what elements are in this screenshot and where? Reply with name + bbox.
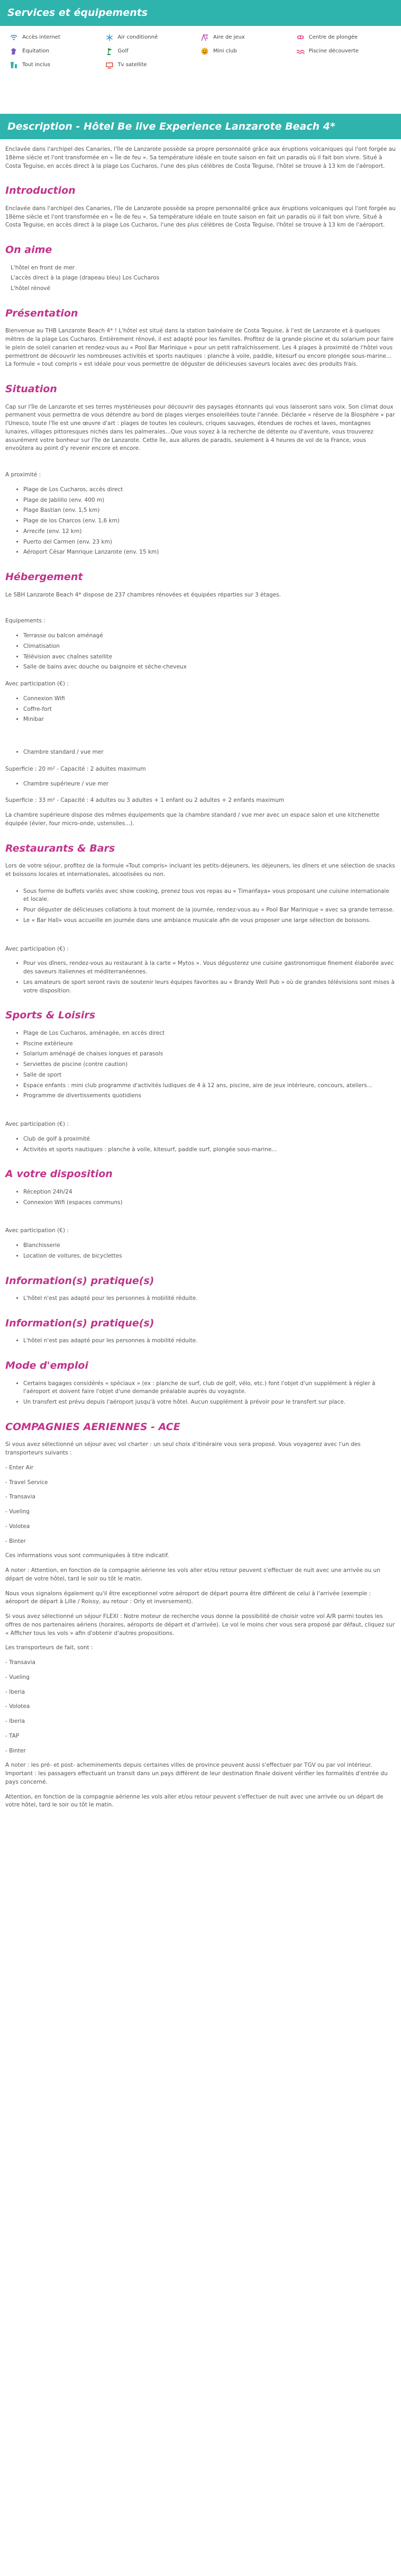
restaurants-pay-label: Avec participation (€) :: [5, 945, 69, 952]
restaurants-list: [11, 888, 396, 925]
horse-icon: [10, 47, 18, 56]
sports-list: [11, 1029, 396, 1100]
list-item: • Activités et sports nautiques : planche à voile, kitesurf, paddle surf, plongée sous-marine...: [23, 1146, 396, 1154]
description-heading: Description - Hôtel Be live Experience Lanzarote Beach 4*: [0, 114, 401, 140]
carrier-item: - Enter Air: [5, 1464, 34, 1471]
hebergement-pay-label: Avec participation (€) :: [5, 681, 69, 687]
list-item: • Puerto del Carmen (env. 23 km): [23, 538, 396, 547]
list-item: • Télévision avec chaînes satellite: [23, 653, 396, 662]
snowflake-icon: [105, 33, 114, 42]
carrier-item: - TAP: [5, 1732, 20, 1739]
sports-pay-label: Avec participation (€) :: [5, 1121, 69, 1127]
companies-tgv-note: A noter : les pré- et post- acheminements depuis certaines villes de province peuvent aussi s'effectuer par TGV ou par vol intérieur. Important : les passagers effectuant un transit dans un pays différent de leur destination finale doivent vérifier les formalités d'entrée du pays concerné.: [5, 1762, 388, 1785]
sports-heading: Sports & Loisirs: [5, 1009, 96, 1022]
room-superior-size: Superficie : 33 m² - Capacité : 4 adultes ou 3 adultes + 1 enfant ou 2 adultes + 2 enfants maximum: [5, 797, 285, 804]
list-item: • Blanchisserie: [23, 1242, 396, 1250]
service-label: Tout inclus: [22, 62, 50, 68]
info2-heading: Information(s) pratique(s): [5, 1317, 154, 1329]
companies-list-2: [5, 1659, 396, 1755]
list-item: • L'hôtel n'est pas adapté pour les personnes à mobilité réduite.: [23, 1295, 396, 1303]
list-item: • Pour vos dîners, rendez-vous au restaurant à la carte « Mytos ». Vous dégusterez une cuisine gastronomique finement élaborée avec des saveurs italiennes et méditerranéennes.: [23, 960, 396, 977]
carrier-item: - Vueling: [5, 1508, 30, 1515]
wifi-icon: [10, 33, 18, 42]
restaurants-heading: Restaurants & Bars: [5, 842, 115, 854]
list-item: • Serviettes de piscine (contre caution): [23, 1061, 396, 1069]
list-item: • Espace enfants : mini club programme d'activités ludiques de 4 à 12 ans, piscine, aire de jeux intérieure, concours, ateliers...: [23, 1082, 396, 1090]
list-item: • Terrasse ou balcon aménagé: [23, 632, 396, 640]
companies-intro: Si vous avez sélectionné un séjour avec vol charter : un seul choix d'itinéraire vous sera proposé. Vous voyagerez avec l'un des transporteurs suivants :: [5, 1441, 361, 1456]
carrier-item: - Volotea: [5, 1523, 30, 1530]
pool-icon: [296, 47, 305, 56]
carrier-item: - Travel Service: [5, 1479, 48, 1486]
proximity-label: A proximité :: [5, 472, 41, 478]
companies-flexi-note: Si vous avez sélectionné un séjour FLEXI : Notre moteur de recherche vous donne la possibilité de choisir votre vol A/R parmi toutes les offres de nos partenaires aériens (horaires, aéroports de départ et d'arrivée). Le vol le moins cher vous sera proposé par défaut, cliquez sur « Afficher tous les vols » afin d'obtenir d'autres propositions.: [5, 1613, 395, 1637]
service-item: [200, 33, 296, 42]
service-label: Air conditionné: [117, 34, 158, 40]
carrier-item: - Volotea: [5, 1703, 30, 1710]
playground-icon: [200, 33, 209, 42]
info1-list: [11, 1295, 396, 1303]
service-item: [296, 47, 392, 56]
equipements-label: Equipements :: [5, 618, 45, 625]
room-standard: [11, 748, 396, 757]
mode-heading: Mode d'emploi: [5, 1360, 88, 1371]
carrier-item: - Transavia: [5, 1659, 35, 1666]
hebergement-pay-list: [11, 695, 396, 724]
description-text: Enclavée dans l'archipel des Canaries, l'île de Lanzarote possède sa propre personnalité grâce aux éruptions volcaniques qui l'ont forgée au 18ème siècle et l'ont transformée en « Île de feu ». Sa température idéale en toute saison en fait un paradis où il fait bon vivre. Situé à Costa Teguise, en accès direct à la plage Los Cucharos, l'une des plus célèbres de Costa Teguise, l'hôtel se trouve à 13 km de l'aéroport.: [5, 146, 396, 169]
list-item: • Plage de los Charcos (env. 1,6 km): [23, 517, 396, 526]
on-aime-heading: On aime: [5, 244, 52, 256]
carrier-item: - Vueling: [5, 1674, 30, 1680]
room-superior-title: • Chambre supérieure / vue mer: [23, 780, 396, 789]
companies-final-note: Attention, en fonction de la compagnie aérienne les vols aller et/ou retour peuvent s'effectuer de nuit avec une arrivée ou un départ de votre hôtel, tard le soir ou tôt le matin.: [5, 1793, 384, 1809]
list-item: • Salle de bains avec douche ou baignoire et sèche-cheveux: [23, 663, 396, 672]
service-item: [10, 33, 105, 42]
restaurants-pay-list: [11, 960, 396, 995]
service-item: [296, 33, 392, 42]
tv-icon: [105, 61, 114, 69]
diving-icon: [296, 33, 305, 42]
companies-list-1: [5, 1464, 396, 1546]
info2-list: [11, 1337, 396, 1345]
list-item: • Sous forme de buffets variés avec show cooking, prenez tous vos repas au « Timanfaya» vous proposant une cuisine internationale et locale.: [23, 888, 396, 905]
service-label: Mini club: [213, 48, 237, 54]
service-item: [105, 61, 201, 69]
service-label: Piscine découverte: [308, 48, 359, 54]
list-item: • Connexion Wifi: [23, 695, 396, 703]
carrier-item: - Binter: [5, 1747, 26, 1754]
list-item: • Plage de Los Cucharos, accès direct: [23, 486, 396, 494]
dispo-pay-label: Avec participation (€) :: [5, 1227, 69, 1234]
services-grid: [0, 26, 401, 77]
service-label: Équitation: [22, 48, 49, 54]
presentation-text: Bienvenue au THB Lanzarote Beach 4* ! L'hôtel est situé dans la station balnéaire de Costa Teguise, à l'est de Lanzarote et à quelques mètres de la plage Los Cucharos. Entièrement rénové, il est adapté pour les familles. Profitez de la grande piscine et du solarium pour faire le plein de soleil canarien et rendez-vous au « Pool Bar Marinique » pour un petit rafraîchissement. Les 4 plages à proximité de l'hôtel vous permettront de découvrir les nombreuses activités et sports nautiques : planche à voile, paddle, kitesurf ou encore plongée sous-marine... La formule « tout compris » est idéale pour vous permettre de déguster de délicieuses saveurs locales avec des produits frais.: [5, 328, 394, 368]
list-item: L'accès direct à la plage (drapeau bleu) Los Cucharos: [11, 275, 160, 282]
list-item: • Certains bagages considérés « spéciaux » (ex : planche de surf, club de golf, vélo, etc.) font l'objet d'un supplément à régler à l'aéroport et doivent faire l'objet d'une demande préalable auprès du voyagiste.: [23, 1380, 396, 1397]
on-aime-list: [5, 264, 396, 293]
presentation-heading: Présentation: [5, 307, 78, 319]
room-standard-size: Superficie : 20 m² - Capacité : 2 adultes maximum: [5, 765, 146, 772]
intro-heading: Introduction: [5, 185, 76, 197]
carrier-item: - Iberia: [5, 1688, 25, 1695]
service-item: [10, 47, 105, 56]
list-item: • Le « Bar Hall» vous accueille en journée dans une ambiance musicale afin de vous proposer une large sélection de boissons.: [23, 917, 396, 925]
room-superior: [11, 780, 396, 789]
list-item: • L'hôtel n'est pas adapté pour les personnes à mobilité réduite.: [23, 1337, 396, 1345]
list-item: • Coffre-fort: [23, 706, 396, 714]
companies-carriers-label: Les transporteurs de fait, sont :: [5, 1644, 93, 1651]
description-section: [0, 114, 401, 1810]
list-item: • Réception 24h/24: [23, 1188, 396, 1197]
situation-text: Cap sur l'île de Lanzarote et ses terres mystérieuses pour découvrir des paysages étonnants qui vous laisseront sans voix. Son climat doux permanent vous permettra de vous détendre au bord de plages vierges ensoleillées toute l'année. Déclarée « réserve de la Biosphère » par l'Unesco, toute l'île est une œuvre d'art : plages de toutes les couleurs, criques sauvages, étendues de roches et laves, montagnes lunaires, villages pittoresques nichés dans les palmeraies...Que vous soyez à la recherche de détente ou d'aventure, vous trouverez assurément votre bonheur sur l'île de Lanzarote. Cette île, aux allures de paradis, seulement à 4 heures de vol de la France, vous envoûtera au point d'y revenir encore et encore.: [5, 403, 395, 452]
service-item: [10, 61, 105, 69]
carrier-item: - Iberia: [5, 1718, 25, 1724]
room-superior-desc: La chambre supérieure dispose des mêmes équipements que la chambre standard / vue mer avec un espace salon et une kitchenette équipée (évier, four micro-onde, ustensiles...).: [5, 812, 380, 827]
services-section: [0, 0, 401, 77]
list-item: • Plage de Jablillo (env. 400 m): [23, 496, 396, 505]
list-item: • Salle de sport: [23, 1071, 396, 1080]
hebergement-text: Le SBH Lanzarote Beach 4* dispose de 237 chambres rénovées et équipées réparties sur 3 étages.: [5, 591, 281, 598]
companies-note: Ces informations vous sont communiquées à titre indicatif.: [5, 1552, 169, 1559]
list-item: • Piscine extérieure: [23, 1040, 396, 1049]
carrier-item: - Transavia: [5, 1494, 35, 1501]
service-label: Centre de plongée: [308, 34, 358, 40]
service-label: Aire de jeux: [213, 34, 245, 40]
companies-airport-note: Nous vous signalons également qu'il être exceptionnel votre aéroport de départ pourra être différent de celui à l'arrivée (exemple : aéroport de départ à Lille / Roissy, au retour : Orly et inversement).: [5, 1590, 371, 1605]
list-item: • Plage de Los Cucharos, aménagée, en accès direct: [23, 1029, 396, 1038]
service-label: Golf: [117, 48, 129, 54]
dispo-list: [11, 1188, 396, 1207]
list-item: L'hôtel en front de mer: [11, 264, 75, 271]
situation-heading: Situation: [5, 383, 57, 395]
sports-pay-list: [11, 1135, 396, 1154]
dispo-pay-list: [11, 1242, 396, 1261]
list-item: L'hôtel rénové: [11, 285, 50, 292]
kids-club-icon: [200, 47, 209, 56]
service-item: [200, 47, 296, 56]
equipements-list: [11, 632, 396, 672]
hebergement-heading: Hébergement: [5, 571, 83, 583]
intro-text: Enclavée dans l'archipel des Canaries, l'île de Lanzarote possède sa propre personnalité grâce aux éruptions volcaniques qui l'ont forgée au 18ème siècle et l'ont transformée en « Île de feu ». Sa température idéale en toute saison en fait un paradis où il fait bon vivre. Situé à Costa Teguise, en accès direct à la plage Los Cucharos, l'une des plus célèbres de Costa Teguise, l'hôtel se trouve à 13 km de l'aéroport.: [5, 205, 396, 229]
all-inclusive-icon: [10, 61, 18, 69]
services-heading: Services et équipements: [0, 0, 401, 26]
mode-list: [11, 1380, 396, 1407]
info1-heading: Information(s) pratique(s): [5, 1275, 154, 1287]
service-label: Accès internet: [22, 34, 60, 40]
list-item: • Climatisation: [23, 643, 396, 651]
list-item: • Un transfert est prévu depuis l'aéroport jusqu'à votre hôtel. Aucun supplément à prévoir pour le transfert sur place.: [23, 1398, 396, 1407]
room-standard-title: • Chambre standard / vue mer: [23, 748, 396, 757]
list-item: • Minibar: [23, 716, 396, 724]
restaurants-text: Lors de votre séjour, profitez de la formule «Tout compris» incluant les petits-déjeuners, les déjeuners, les dîners et une sélection de snacks et boissons locales et internationales, alcoolisées ou non.: [5, 863, 395, 878]
list-item: • Arrecife (env. 12 km): [23, 528, 396, 536]
list-item: • Aéroport César Manrique Lanzarote (env. 15 km): [23, 548, 396, 557]
list-item: • Club de golf à proximité: [23, 1135, 396, 1144]
companies-heading: COMPAGNIES AERIENNES - ACE: [5, 1421, 180, 1433]
list-item: • Solarium aménagé de chaises longues et parasols: [23, 1050, 396, 1059]
list-item: • Location de voitures, de bicyclettes: [23, 1252, 396, 1261]
golf-icon: [105, 47, 114, 56]
companies-night-note: A noter : Attention, en fonction de la compagnie aérienne les vols aller et/ou retour peuvent s'effectuer de nuit avec une arrivée ou un départ de votre hôtel, tard le soir ou tôt le matin.: [5, 1567, 380, 1582]
service-item: [105, 33, 201, 42]
list-item: • Connexion Wifi (espaces communs): [23, 1199, 396, 1207]
list-item: • Pour déguster de délicieuses collations à tout moment de la journée, rendez-vous au « Pool Bar Marinique » avec sa grande terrasse.: [23, 906, 396, 915]
list-item: • Plage Bastian (env. 1,5 km): [23, 507, 396, 515]
dispo-heading: A votre disposition: [5, 1168, 113, 1180]
list-item: • Programme de divertissements quotidiens: [23, 1092, 396, 1100]
service-item: [105, 47, 201, 56]
carrier-item: - Binter: [5, 1538, 26, 1544]
service-label: Tv satellite: [117, 62, 147, 68]
proximity-list: [11, 486, 396, 557]
list-item: • Les amateurs de sport seront ravis de soutenir leurs équipes favorites au « Brandy Well Pub » où de grandes télévisions sont mises à votre disposition.: [23, 979, 396, 996]
